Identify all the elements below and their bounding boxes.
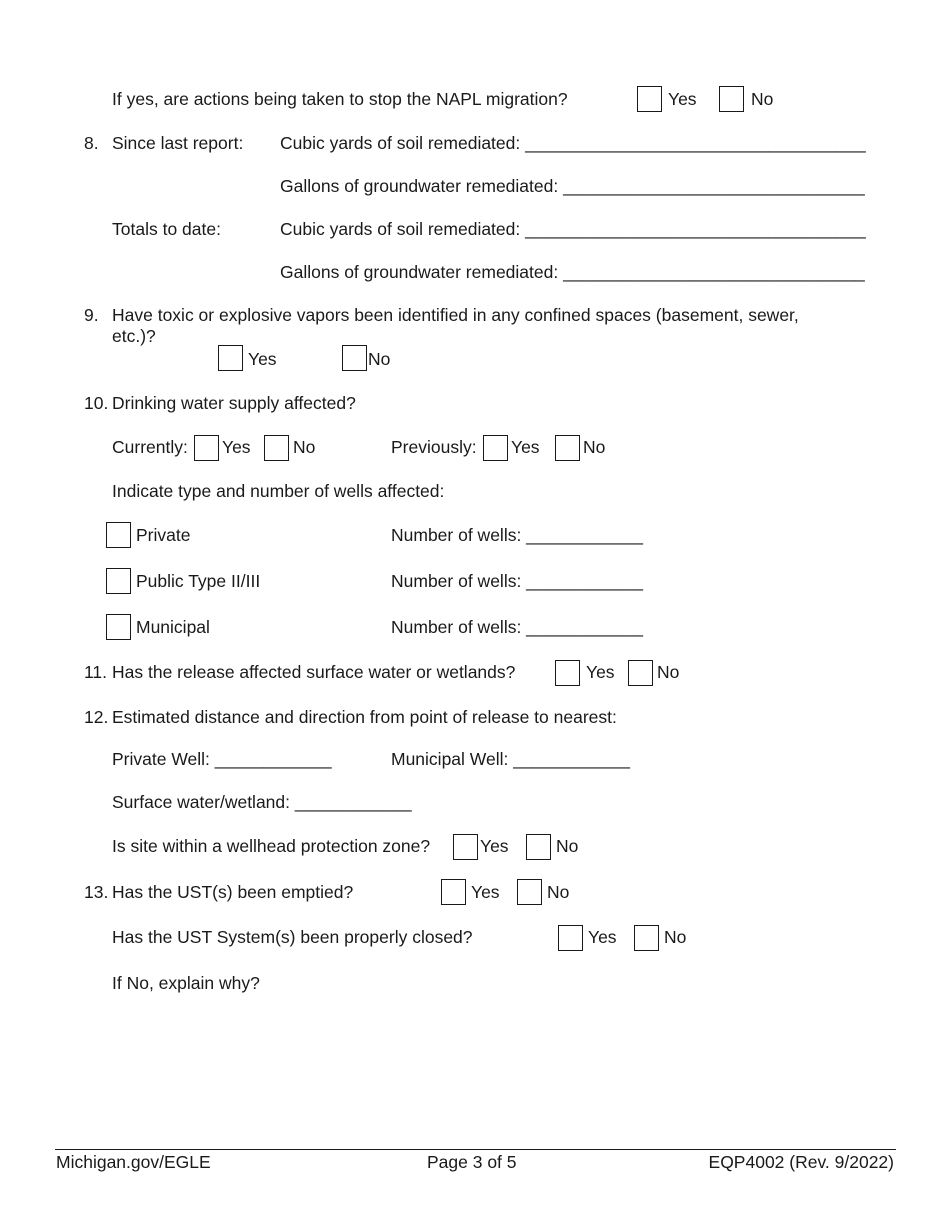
q10-previously-no-label: No <box>583 437 606 457</box>
q8-since-soil-field[interactable]: Cubic yards of soil remediated: ___________________________________ <box>280 133 866 153</box>
well-municipal-checkbox[interactable] <box>106 614 131 640</box>
q13-number: 13. <box>84 882 109 902</box>
well-private-label: Private <box>136 525 191 545</box>
q8-totals-water-field[interactable]: Gallons of groundwater remediated: _______________________________ <box>280 262 865 282</box>
municipal-well-distance-field[interactable]: Municipal Well: ____________ <box>391 749 631 769</box>
q9-yes-label: Yes <box>248 349 277 369</box>
napl-yes-checkbox[interactable] <box>637 86 662 112</box>
q10-currently-no-checkbox[interactable] <box>264 435 289 461</box>
q8-since-water-field[interactable]: Gallons of groundwater remediated: _______________________________ <box>280 176 865 196</box>
napl-question: If yes, are actions being taken to stop the NAPL migration? <box>112 89 568 109</box>
footer-form-id: EQP4002 (Rev. 9/2022) <box>708 1152 894 1172</box>
napl-no-checkbox[interactable] <box>719 86 744 112</box>
q11-number: 11. <box>84 662 108 682</box>
q9-number: 9. <box>84 305 99 325</box>
q11-question: Has the release affected surface water or wetlands? <box>112 662 516 682</box>
wellhead-yes-checkbox[interactable] <box>453 834 478 860</box>
q10-wells-prompt: Indicate type and number of wells affected: <box>112 481 445 501</box>
q13-closed-yes-label: Yes <box>588 927 617 947</box>
q13-closed-yes-checkbox[interactable] <box>558 925 583 951</box>
q13-emptied-yes-checkbox[interactable] <box>441 879 466 905</box>
q13-emptied-yes-label: Yes <box>471 882 500 902</box>
q10-number: 10. <box>84 393 109 413</box>
napl-yes-label: Yes <box>668 89 697 109</box>
q8-totals-soil-field[interactable]: Cubic yards of soil remediated: ___________________________________ <box>280 219 866 239</box>
footer-page-number: Page 3 of 5 <box>427 1152 517 1172</box>
q9-yes-checkbox[interactable] <box>218 345 243 371</box>
q13-closed-no-checkbox[interactable] <box>634 925 659 951</box>
q10-currently-yes-checkbox[interactable] <box>194 435 219 461</box>
q9-no-checkbox[interactable] <box>342 345 367 371</box>
q11-yes-checkbox[interactable] <box>555 660 580 686</box>
q10-currently-no-label: No <box>293 437 316 457</box>
q10-question: Drinking water supply affected? <box>112 393 356 413</box>
q12-number: 12. <box>84 707 109 727</box>
q13-closed-no-label: No <box>664 927 687 947</box>
well-public-count-field[interactable]: Number of wells: ____________ <box>391 571 643 591</box>
wellhead-yes-label: Yes <box>480 836 509 856</box>
q10-previously-yes-label: Yes <box>511 437 540 457</box>
q8-number: 8. <box>84 133 99 153</box>
footer-divider <box>55 1149 896 1150</box>
q9-no-label: No <box>368 349 391 369</box>
q9-question-line1: Have toxic or explosive vapors been identified in any confined spaces (basement, sewer, <box>112 305 799 325</box>
q13-closed-question: Has the UST System(s) been properly closed? <box>112 927 473 947</box>
q11-yes-label: Yes <box>586 662 615 682</box>
q13-question: Has the UST(s) been emptied? <box>112 882 354 902</box>
wellhead-no-checkbox[interactable] <box>526 834 551 860</box>
napl-no-label: No <box>751 89 774 109</box>
surface-water-distance-field[interactable]: Surface water/wetland: ____________ <box>112 792 412 812</box>
well-private-count-field[interactable]: Number of wells: ____________ <box>391 525 643 545</box>
well-municipal-count-field[interactable]: Number of wells: ____________ <box>391 617 643 637</box>
well-municipal-label: Municipal <box>136 617 210 637</box>
q13-explain-prompt: If No, explain why? <box>112 973 260 993</box>
q10-previously-yes-checkbox[interactable] <box>483 435 508 461</box>
wellhead-question: Is site within a wellhead protection zone? <box>112 836 431 856</box>
q8-totals-label: Totals to date: <box>112 219 221 239</box>
private-well-distance-field[interactable]: Private Well: ____________ <box>112 749 332 769</box>
well-private-checkbox[interactable] <box>106 522 131 548</box>
q13-emptied-no-label: No <box>547 882 570 902</box>
q10-currently-label: Currently: <box>112 437 188 457</box>
q10-previously-no-checkbox[interactable] <box>555 435 580 461</box>
wellhead-no-label: No <box>556 836 579 856</box>
footer-website: Michigan.gov/EGLE <box>56 1152 211 1172</box>
q11-no-checkbox[interactable] <box>628 660 653 686</box>
q12-question: Estimated distance and direction from point of release to nearest: <box>112 707 617 727</box>
q10-currently-yes-label: Yes <box>222 437 251 457</box>
well-public-checkbox[interactable] <box>106 568 131 594</box>
q9-question-line2: etc.)? <box>112 326 156 346</box>
q8-since-label: Since last report: <box>112 133 244 153</box>
q11-no-label: No <box>657 662 680 682</box>
q13-emptied-no-checkbox[interactable] <box>517 879 542 905</box>
well-public-label: Public Type II/III <box>136 571 261 591</box>
q10-previously-label: Previously: <box>391 437 477 457</box>
